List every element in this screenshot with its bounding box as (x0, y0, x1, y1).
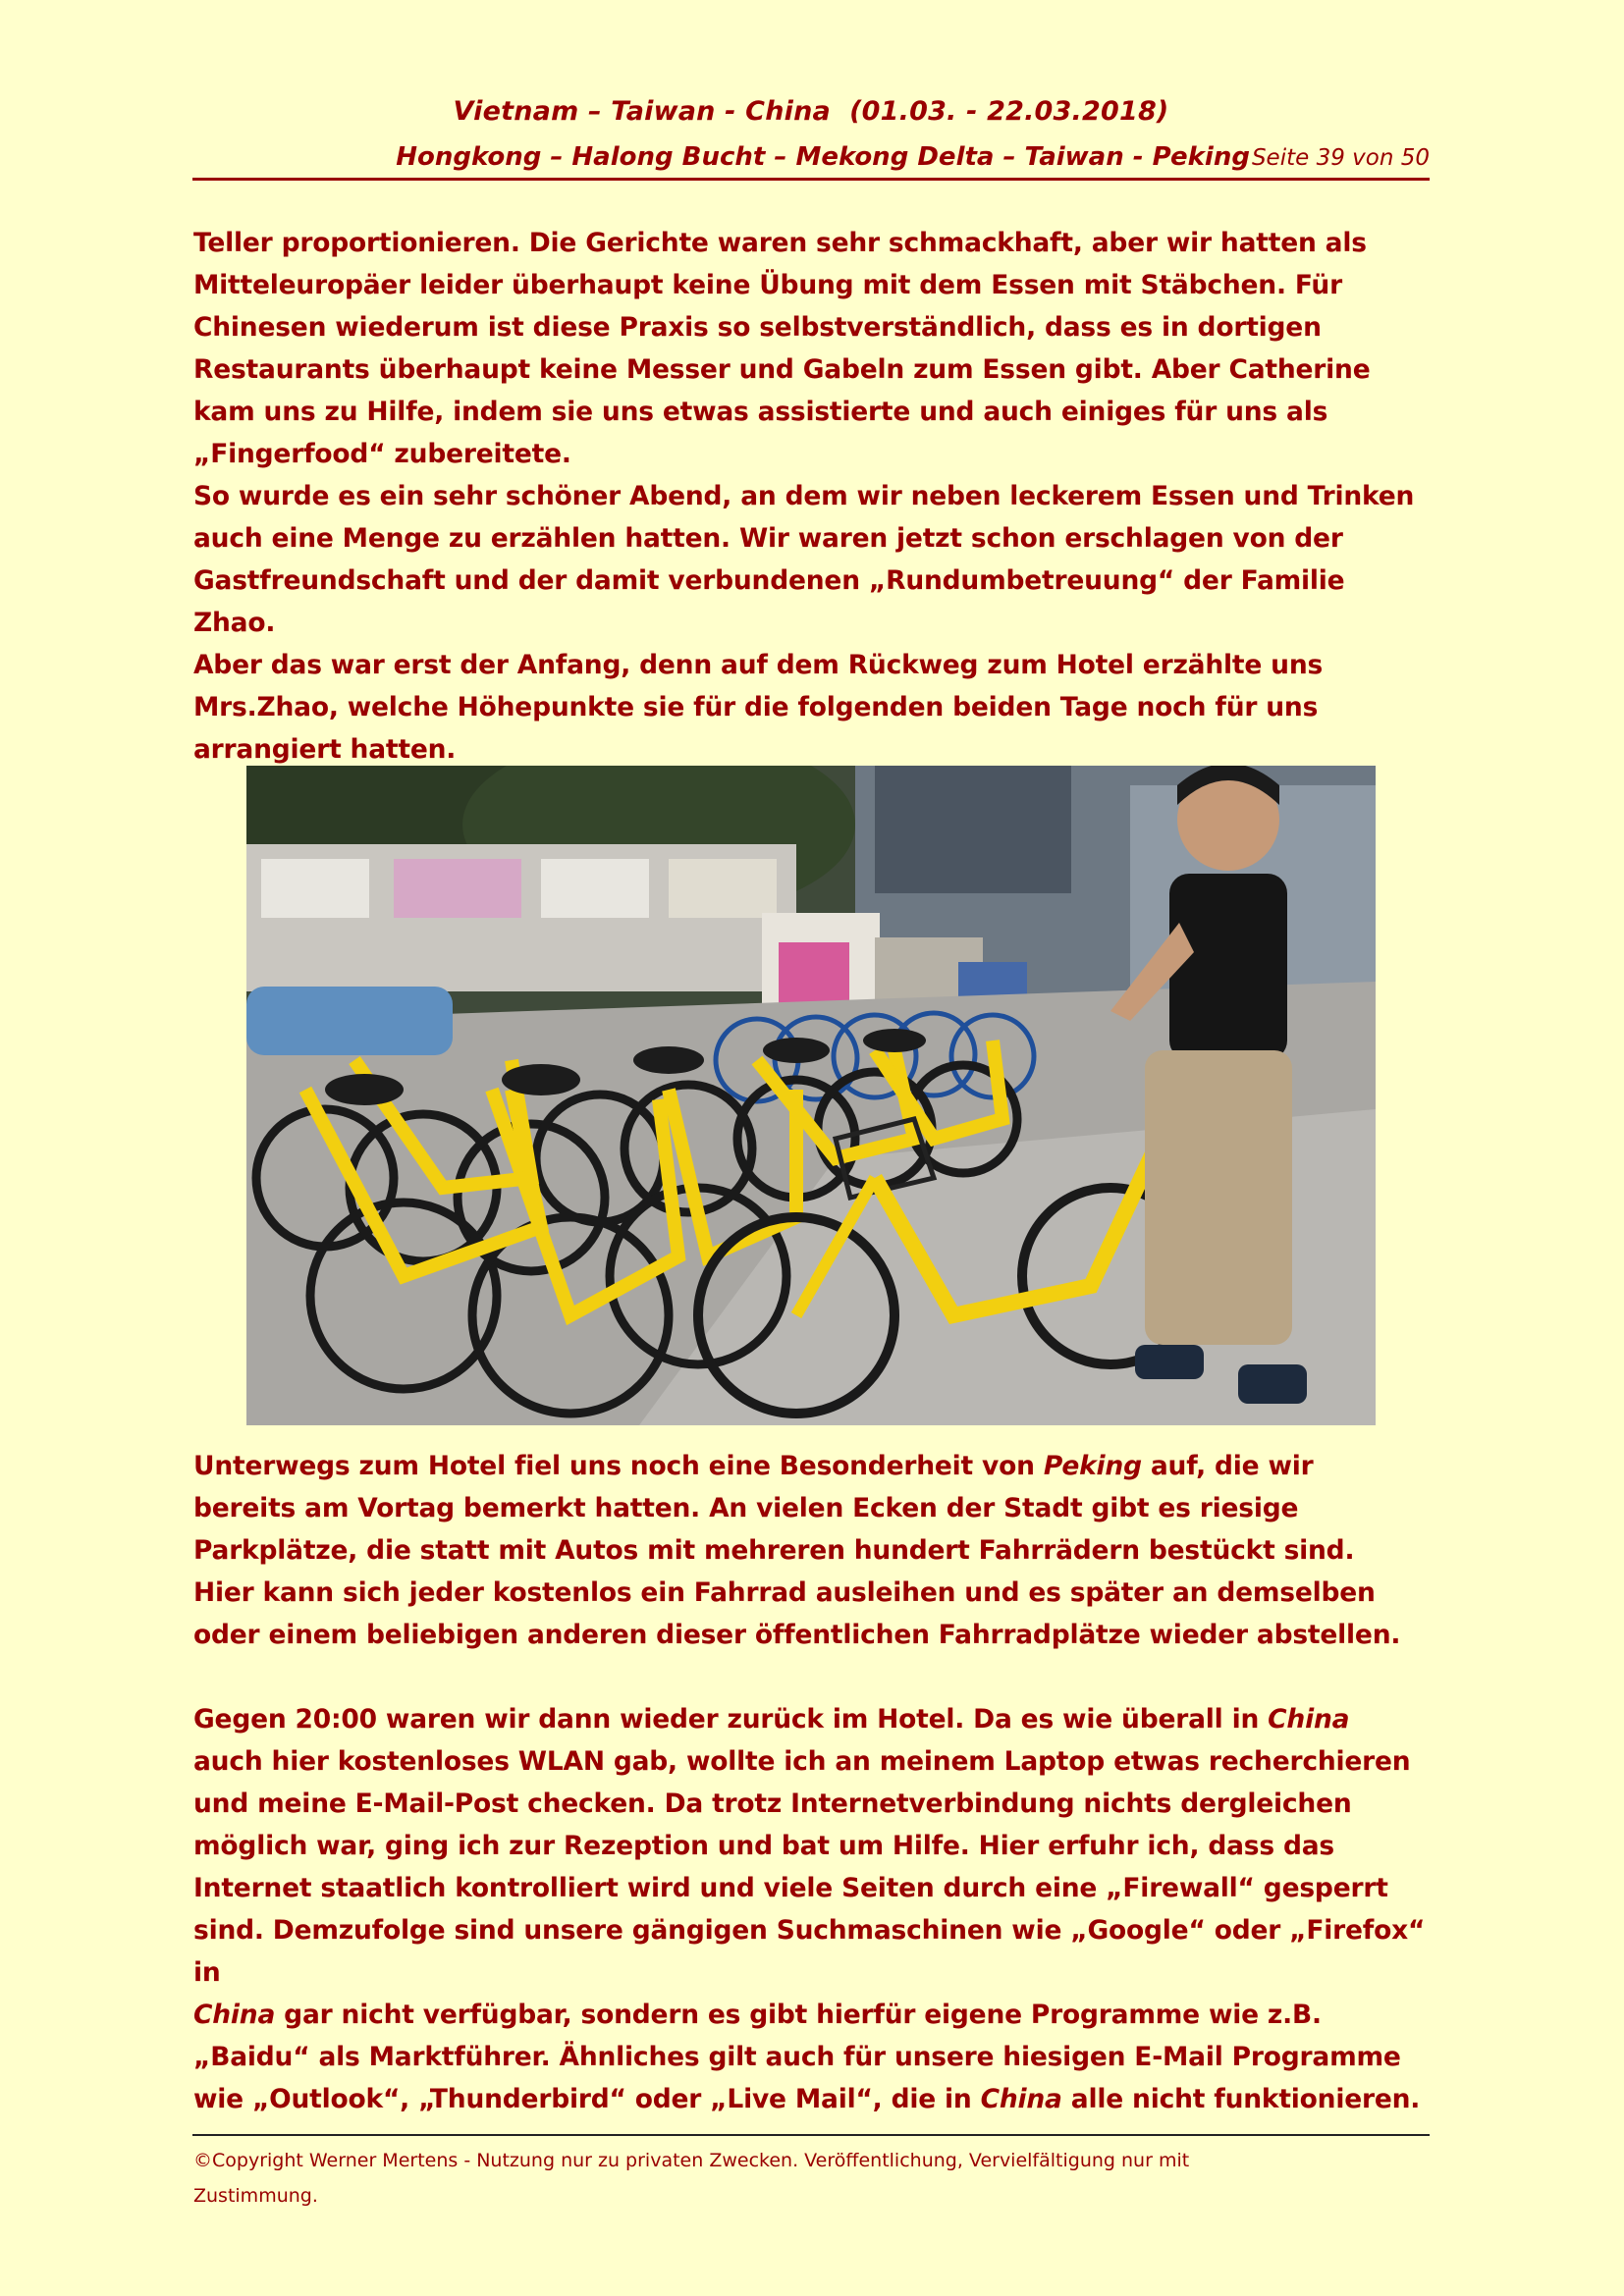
text-line: auch eine Menge zu erzählen hatten. Wir waren jetzt schon erschlagen von der (193, 523, 1343, 554)
text-line: So wurde es ein sehr schöner Abend, an dem wir neben leckerem Essen und Trinken (193, 481, 1415, 511)
text-line: Parkplätze, die statt mit Autos mit mehreren hundert Fahrrädern bestückt sind. (193, 1535, 1355, 1566)
text-block-middle (193, 1445, 1433, 1656)
header-subtitle-row (192, 142, 1430, 181)
text-line: China gar nicht verfügbar, sondern es gibt hierfür eigene Programme wie z.B. (193, 2000, 1322, 2030)
paragraph-2 (193, 475, 1433, 771)
text-line: Teller proportionieren. Die Gerichte waren sehr schmackhaft, aber wir hatten als (193, 228, 1367, 258)
text-line: Chinesen wiederum ist diese Praxis so selbstverständlich, dass es in dortigen (193, 312, 1322, 343)
text-line: Restaurants überhaupt keine Messer und Gabeln zum Essen gibt. Aber Catherine (193, 354, 1371, 385)
text-line: Gastfreundschaft und der damit verbundenen „Rundumbetreuung“ der Familie Zhao. (193, 565, 1345, 638)
place-name: China (1268, 1704, 1350, 1735)
copyright-notice (193, 2143, 1372, 2214)
text-line: wie „Outlook“, „Thunderbird“ oder „Live Mail“, die in China alle nicht funktionieren. (193, 2084, 1421, 2114)
text-line: und meine E-Mail-Post checken. Da trotz Internetverbindung nichts dergleichen (193, 1789, 1352, 1819)
place-name: China (980, 2084, 1062, 2114)
document-title: Vietnam – Taiwan - China (01.03. - 22.03.2018) (453, 96, 1169, 127)
page-number: Seite 39 von 50 (1251, 145, 1430, 171)
text-line: möglich war, ging ich zur Rezeption und bat um Hilfe. Hier erfuhr ich, dass das (193, 1831, 1335, 1861)
footer-line: ©Copyright Werner Mertens - Nutzung nur zu privaten Zwecken. Veröffentlichung, Vervielfältigung nur mit (193, 2150, 1190, 2171)
text-line: auch hier kostenloses WLAN gab, wollte ich an meinem Laptop etwas recherchieren (193, 1746, 1411, 1777)
text-line: Hier kann sich jeder kostenlos ein Fahrrad ausleihen und es später an demselben (193, 1577, 1376, 1608)
text-line: Aber das war erst der Anfang, denn auf dem Rückweg zum Hotel erzählte uns (193, 650, 1324, 680)
text-line: „Fingerfood“ zubereitete. (193, 439, 571, 469)
text-block-top (193, 222, 1433, 771)
place-name: Peking (1043, 1451, 1142, 1481)
paragraph-4 (193, 1698, 1433, 2120)
paragraph-3 (193, 1445, 1433, 1656)
text-line: Mrs.Zhao, welche Höhepunkte sie für die folgenden beiden Tage noch für uns (193, 692, 1319, 722)
text-line: „Baidu“ als Marktführer. Ähnliches gilt auch für unsere hiesigen E-Mail Programme (193, 2042, 1401, 2072)
text-line: Internet staatlich kontrolliert wird und viele Seiten durch eine „Firewall“ gesperrt (193, 1873, 1388, 1903)
text-line: Gegen 20:00 waren wir dann wieder zurück im Hotel. Da es wie überall in China (193, 1704, 1350, 1735)
footer-divider (192, 2134, 1430, 2136)
photo-illustration (246, 766, 1376, 1425)
paragraph-1 (193, 222, 1433, 475)
bicycle-parking-photo (246, 766, 1376, 1425)
text-line: arrangiert hatten. (193, 734, 457, 765)
text-line: sind. Demzufolge sind unsere gängigen Suchmaschinen wie „Google“ oder „Firefox“ in (193, 1915, 1426, 1988)
text-line: oder einem beliebigen anderen dieser öffentlichen Fahrradplätze wieder abstellen. (193, 1620, 1401, 1650)
text-line: bereits am Vortag bemerkt hatten. An vielen Ecken der Stadt gibt es riesige (193, 1493, 1299, 1523)
text-block-bottom (193, 1698, 1433, 2120)
footer-line: Zustimmung. (193, 2185, 318, 2207)
text-line: Unterwegs zum Hotel fiel uns noch eine Besonderheit von Peking auf, die wir (193, 1451, 1314, 1481)
document-subtitle: Hongkong – Halong Bucht – Mekong Delta – Taiwan - Peking (396, 142, 1250, 172)
text-line: Mitteleuropäer leider überhaupt keine Übung mit dem Essen mit Stäbchen. Für (193, 270, 1342, 300)
text-line: kam uns zu Hilfe, indem sie uns etwas assistierte und auch einiges für uns als (193, 397, 1328, 427)
place-name: China (193, 2000, 276, 2030)
